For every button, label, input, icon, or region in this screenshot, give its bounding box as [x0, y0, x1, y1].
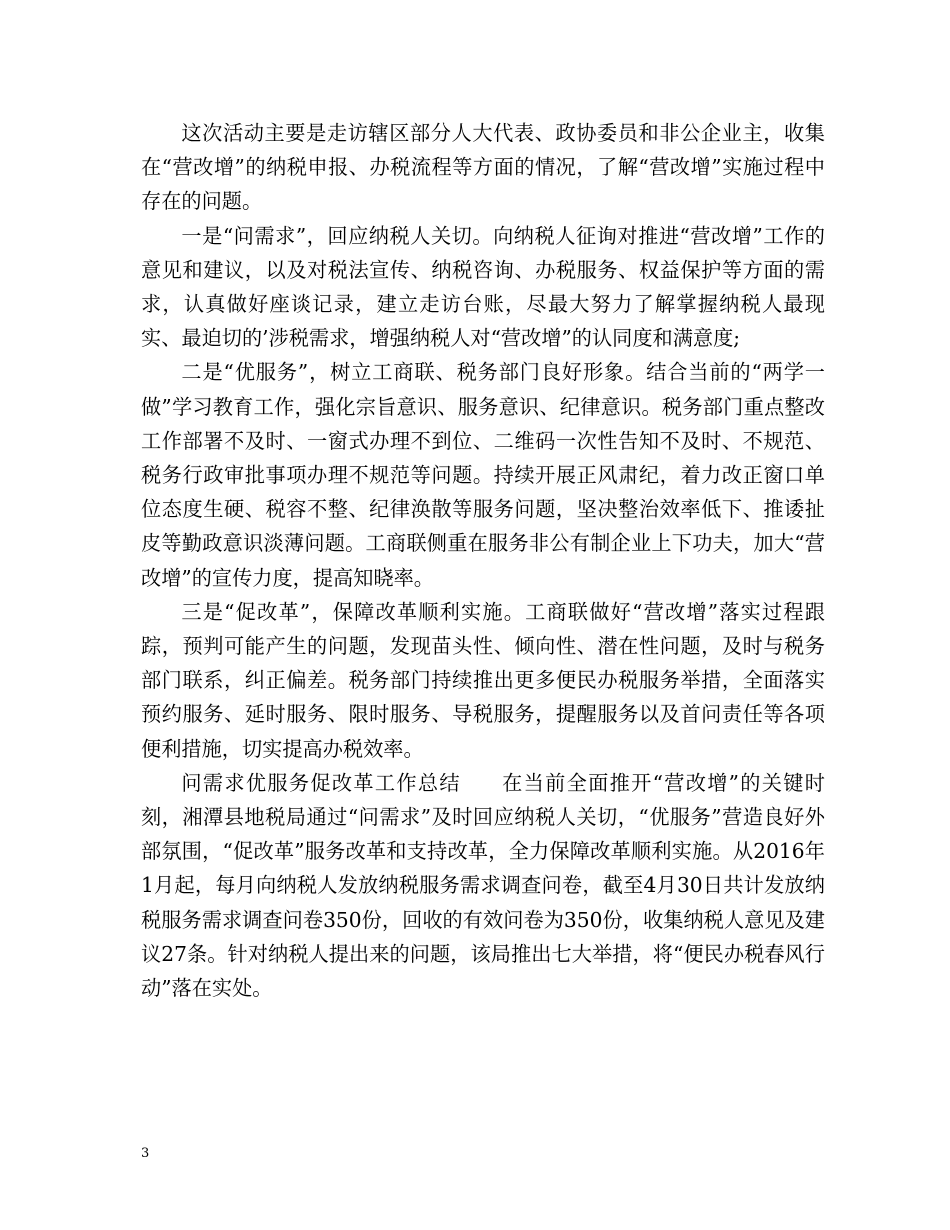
document-body [141, 116, 825, 1005]
summary-heading: 问需求优服务促改革工作总结 [181, 770, 461, 795]
paragraph-activity-intro: 这次活动主要是走访辖区部分人大代表、政协委员和非公企业主，收集在“营改增”的纳税申报、办税流程等方面的情况，了解“营改增”实施过程中存在的问题。 [141, 121, 825, 214]
page-number: 3 [141, 1146, 150, 1161]
paragraph-improve-service: 二是“优服务”，树立工商联、税务部门良好形象。结合当前的“两学一做”学习教育工作，强化宗旨意识、服务意识、纪律意识。税务部门重点整改工作部署不及时、一窗式办理不到位、二维码一次性告知不及时、不规范、税务行政审批事项办理不规范等问题。持续开展正风肃纪，着力改正窗口单位态度生硬、税容不整、纪律涣散等服务问题，坚决整治效率低下、推诿扯皮等勤政意识淡薄问题。工商联侧重在服务非公有制企业上下功夫，加大“营改增”的宣传力度，提高知晓率。 [141, 360, 825, 590]
paragraph-summary [141, 766, 825, 1005]
paragraph-promote-reform: 三是“促改革”，保障改革顺利实施。工商联做好“营改增”落实过程跟踪，预判可能产生的问题，发现苗头性、倾向性、潜在性问题，及时与税务部门联系，纠正偏差。税务部门持续推出更多便民办税服务举措，全面落实预约服务、延时服务、限时服务、导税服务，提醒服务以及首问责任等各项便利措施，切实提高办税效率。 [141, 599, 825, 761]
paragraph-ask-needs: 一是“问需求”，回应纳税人关切。向纳税人征询对推进“营改增”工作的意见和建议，以及对税法宣传、纳税咨询、办税服务、权益保护等方面的需求，认真做好座谈记录，建立走访台账，尽最大努力了解掌握纳税人最现实、最迫切的’涉税需求，增强纳税人对“营改增”的认同度和满意度; [141, 223, 825, 351]
summary-body: 在当前全面推开“营改增”的关键时刻，湘潭县地税局通过“问需求”及时回应纳税人关切，“优服务”营造良好外部氛围，“促改革”服务改革和支持改革，全力保障改革顺利实施。从2016年1月起，每月向纳税人发放纳税服务需求调查问卷，截至4月30日共计发放纳税服务需求调查问卷350份，回收的有效问卷为350份，收集纳税人意见及建议27条。针对纳税人提出来的问题，该局推出七大举措，将“便民办税春风行动”落在实处。 [141, 770, 825, 1001]
